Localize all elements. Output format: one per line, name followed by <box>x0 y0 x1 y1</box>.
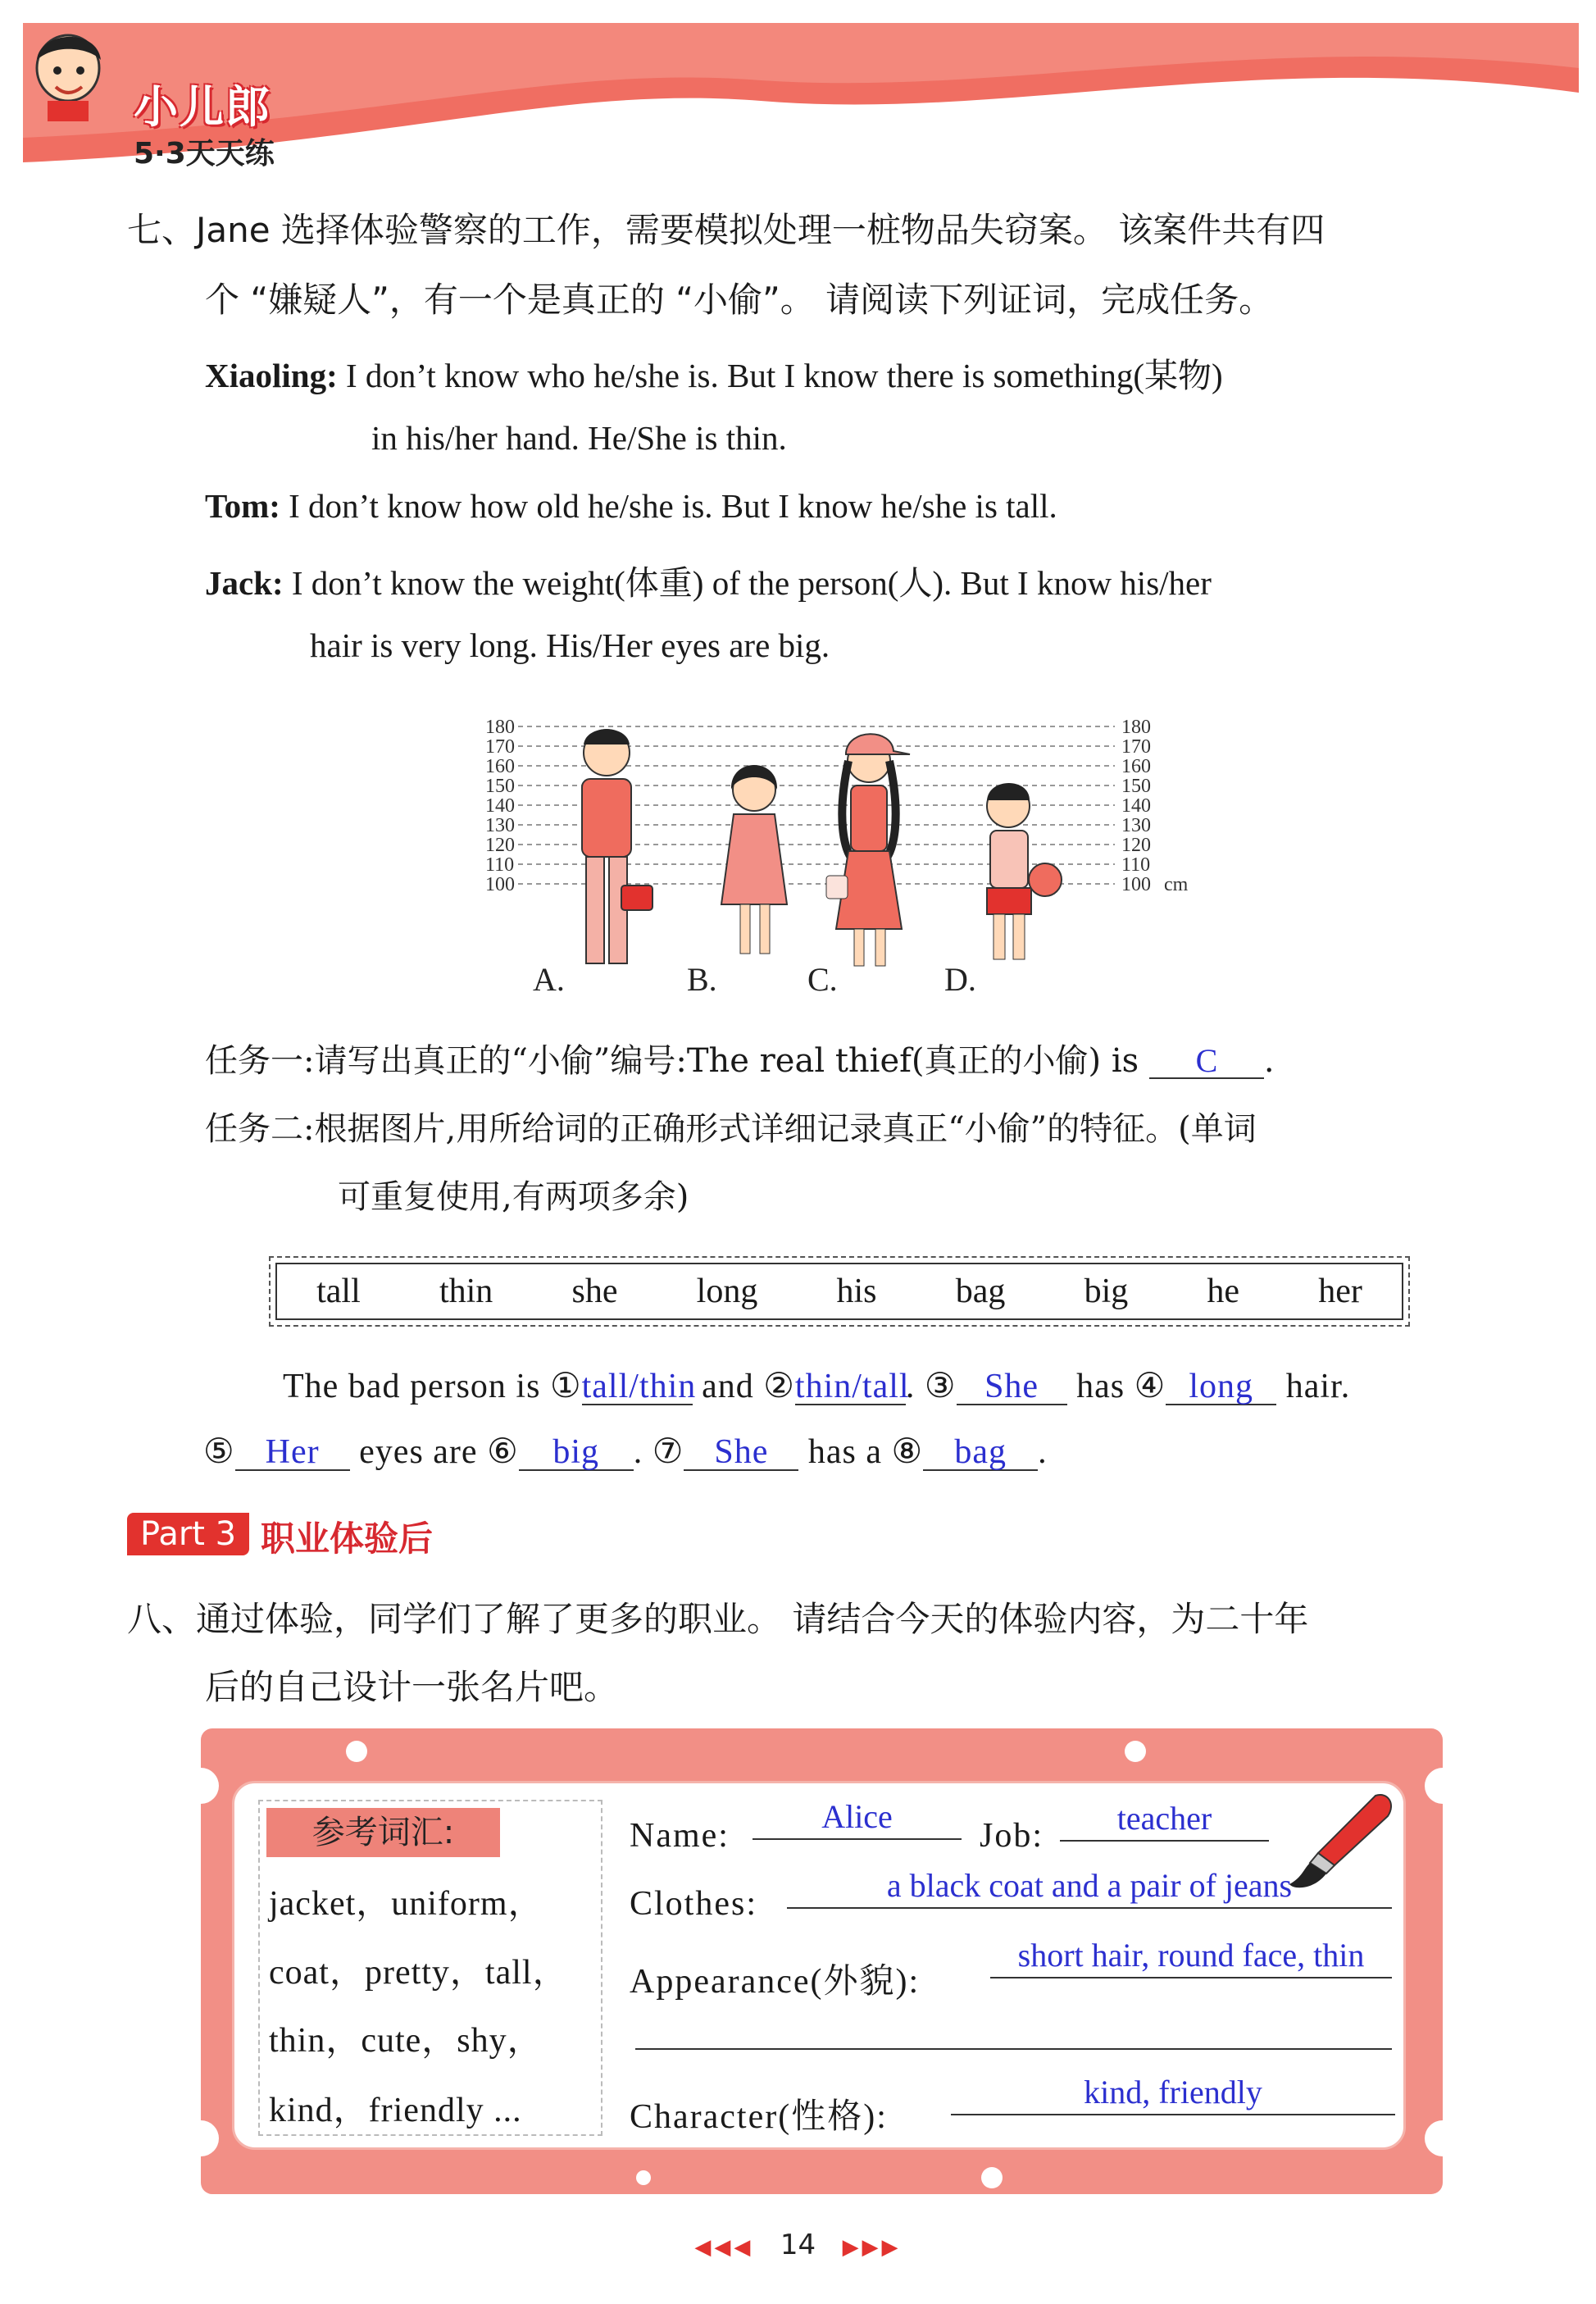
blank-4[interactable]: long <box>1166 1369 1276 1405</box>
task1-prompt: 任务一:请写出真正的“小偷”编号:The real thief(真正的小偷) is <box>205 1042 1139 1080</box>
blank-1[interactable]: tall/thin <box>581 1368 697 1405</box>
word-bank-item: her <box>1318 1273 1362 1310</box>
suspect-d-figure <box>987 783 1062 959</box>
height-tick-right: 130 <box>1121 815 1151 836</box>
height-tick-left: 120 <box>485 835 515 856</box>
height-tick-left: 180 <box>485 717 515 738</box>
blank-number: ⑥ <box>487 1433 519 1471</box>
height-tick-right: 100 <box>1121 874 1151 895</box>
appearance-label: Appearance(外貌): <box>630 1963 921 2001</box>
word-bank-item: tall <box>316 1273 361 1310</box>
suspect-a-figure <box>582 729 652 963</box>
height-tick-left: 140 <box>485 795 515 817</box>
suspect-label: B. <box>687 961 717 998</box>
q8-line2: 后的自己设计一张名片吧。 <box>205 1667 619 1707</box>
height-tick-right: 160 <box>1121 756 1151 777</box>
height-tick-left: 100 <box>485 874 515 895</box>
testimony-text: I don’t know the weight(体重) of the person(人). But I know his/her <box>291 564 1212 602</box>
height-tick-left: 130 <box>485 815 515 836</box>
suspect-label: A. <box>533 961 565 998</box>
clothes-label: Clothes: <box>630 1885 758 1923</box>
height-tick-left: 150 <box>485 776 515 797</box>
sentence-text: and <box>702 1368 754 1405</box>
speaker-name: Jack <box>205 564 272 602</box>
suspect-c-figure <box>826 734 910 966</box>
sentence-text: hair. <box>1285 1368 1351 1405</box>
name-label: Name: <box>630 1817 730 1855</box>
testimony-jack-cont: hair is very long. His/Her eyes are big. <box>310 626 830 664</box>
blank-7[interactable]: She <box>684 1435 798 1471</box>
suspect-height-illustration <box>475 703 1213 1007</box>
speaker-name: Tom <box>205 487 270 525</box>
height-tick-right: 120 <box>1121 835 1151 856</box>
height-tick-left: 160 <box>485 756 515 777</box>
job-field[interactable]: teacher <box>1060 1802 1269 1842</box>
vocab-line: jacket，uniform， <box>269 1885 543 1923</box>
vocab-line: thin，cute，shy， <box>269 2022 543 2060</box>
part-tag: Part 3 <box>127 1513 249 1555</box>
blank-number: ⑦ <box>652 1433 684 1471</box>
suspect-label: D. <box>944 961 976 998</box>
description-line1: The bad person is ①tall/thin and ②thin/tall. ③ She has ④ long hair. <box>283 1368 1351 1405</box>
height-tick-left: 170 <box>485 736 515 758</box>
sentence-text: eyes are <box>359 1433 478 1471</box>
blank-5[interactable]: Her <box>235 1435 350 1471</box>
testimony-xiaoling: Xiaoling: I don’t know who he/she is. But I know there is something(某物) <box>205 357 1223 394</box>
page-header <box>23 23 1579 179</box>
q7-line2: 个 “嫌疑人”，有一个是真正的 “小偷”。 请阅读下列证词，完成任务。 <box>205 280 1274 320</box>
brand-logo: 小儿郎 <box>134 81 271 133</box>
testimony-xiaoling-cont: in his/her hand. He/She is thin. <box>371 419 787 457</box>
sentence-text: has a <box>807 1433 883 1471</box>
blank-2[interactable]: thin/tall <box>794 1368 910 1405</box>
task1-period: . <box>1263 1042 1275 1080</box>
height-tick-right: 140 <box>1121 795 1151 817</box>
word-bank-item: big <box>1084 1273 1129 1310</box>
word-bank-item: thin <box>439 1273 493 1310</box>
height-tick-left: 110 <box>485 854 515 876</box>
suspect-b-figure <box>721 765 787 954</box>
height-tick-right: 150 <box>1121 776 1151 797</box>
vocab-line: kind，friendly ... <box>269 2092 522 2129</box>
vocab-tag: 参考词汇: <box>266 1808 500 1857</box>
vocab-line: coat，pretty，tall， <box>269 1954 568 1992</box>
testimony-jack: Jack: I don’t know the weight(体重) of the person(人). But I know his/her <box>205 564 1212 602</box>
name-field[interactable]: Alice <box>753 1801 962 1840</box>
character-field[interactable]: kind, friendly <box>951 2076 1395 2115</box>
testimony-text: I don’t know how old he/she is. But I know he/she is tall. <box>289 487 1057 525</box>
word-bank-item: long <box>696 1273 758 1310</box>
brand-series: 5·3天天练 <box>134 137 275 171</box>
blank-number: ⑧ <box>891 1433 924 1471</box>
description-line2: ⑤ Her eyes are ⑥ big . ⑦ She has a ⑧ bag . <box>203 1433 1048 1471</box>
word-bank-inner <box>275 1263 1403 1320</box>
task2-line1: 任务二:根据图片,用所给词的正确形式详细记录真正“小偷”的特征。(单词 <box>205 1110 1257 1148</box>
blank-3[interactable]: She <box>957 1369 1067 1405</box>
height-tick-right: 180 <box>1121 717 1151 738</box>
blank-number: ③ <box>924 1368 957 1405</box>
page-footer <box>0 2229 1596 2261</box>
prev-arrows-icon: ◀◀◀ <box>694 2235 754 2260</box>
mascot-icon <box>23 23 113 121</box>
blank-number: ① <box>549 1368 582 1405</box>
next-arrows-icon: ▶▶▶ <box>842 2235 902 2260</box>
thief-answer[interactable]: C <box>1149 1045 1264 1079</box>
sentence-text: has <box>1076 1368 1125 1405</box>
blank-number: ④ <box>1134 1368 1166 1405</box>
task2-line2: 可重复使用,有两项多余) <box>338 1178 689 1216</box>
blank-8[interactable]: bag <box>923 1435 1038 1471</box>
word-bank-item: bag <box>955 1273 1006 1310</box>
height-unit: cm <box>1164 874 1189 895</box>
testimony-tom: Tom: I don’t know how old he/she is. But I know he/she is tall. <box>205 487 1057 525</box>
testimony-text: I don’t know who he/she is. But I know there is something(某物) <box>346 357 1223 394</box>
appearance-field[interactable]: short hair, round face, thin <box>990 1939 1392 1978</box>
character-label: Character(性格): <box>630 2098 888 2136</box>
word-bank <box>269 1256 1410 1327</box>
speaker-name: Xiaoling <box>205 357 327 394</box>
q8-line1: 八、通过体验，同学们了解了更多的职业。 请结合今天的体验内容，为二十年 <box>127 1599 1309 1639</box>
height-tick-right: 170 <box>1121 736 1151 758</box>
blank-number: ⑤ <box>203 1433 235 1471</box>
q7-line1: 七、Jane 选择体验警察的工作，需要模拟处理一桩物品失窃案。 该案件共有四 <box>127 210 1325 250</box>
word-bank-item: his <box>836 1273 877 1310</box>
page-number: 14 <box>780 2229 816 2261</box>
appearance-field-extra[interactable] <box>635 2010 1392 2050</box>
word-bank-item: he <box>1207 1273 1240 1310</box>
clothes-field[interactable]: a black coat and a pair of jeans <box>787 1869 1392 1909</box>
suspect-label: C. <box>807 961 838 998</box>
blank-number: ② <box>763 1368 795 1405</box>
task1 <box>205 1035 1275 1081</box>
part-title: 职业体验后 <box>261 1519 434 1559</box>
blank-6[interactable]: big <box>519 1435 634 1471</box>
height-tick-right: 110 <box>1121 854 1151 876</box>
job-label: Job: <box>980 1817 1044 1855</box>
sentence-text: The bad person is <box>283 1368 541 1405</box>
word-bank-item: she <box>571 1273 618 1310</box>
brand <box>134 72 275 172</box>
